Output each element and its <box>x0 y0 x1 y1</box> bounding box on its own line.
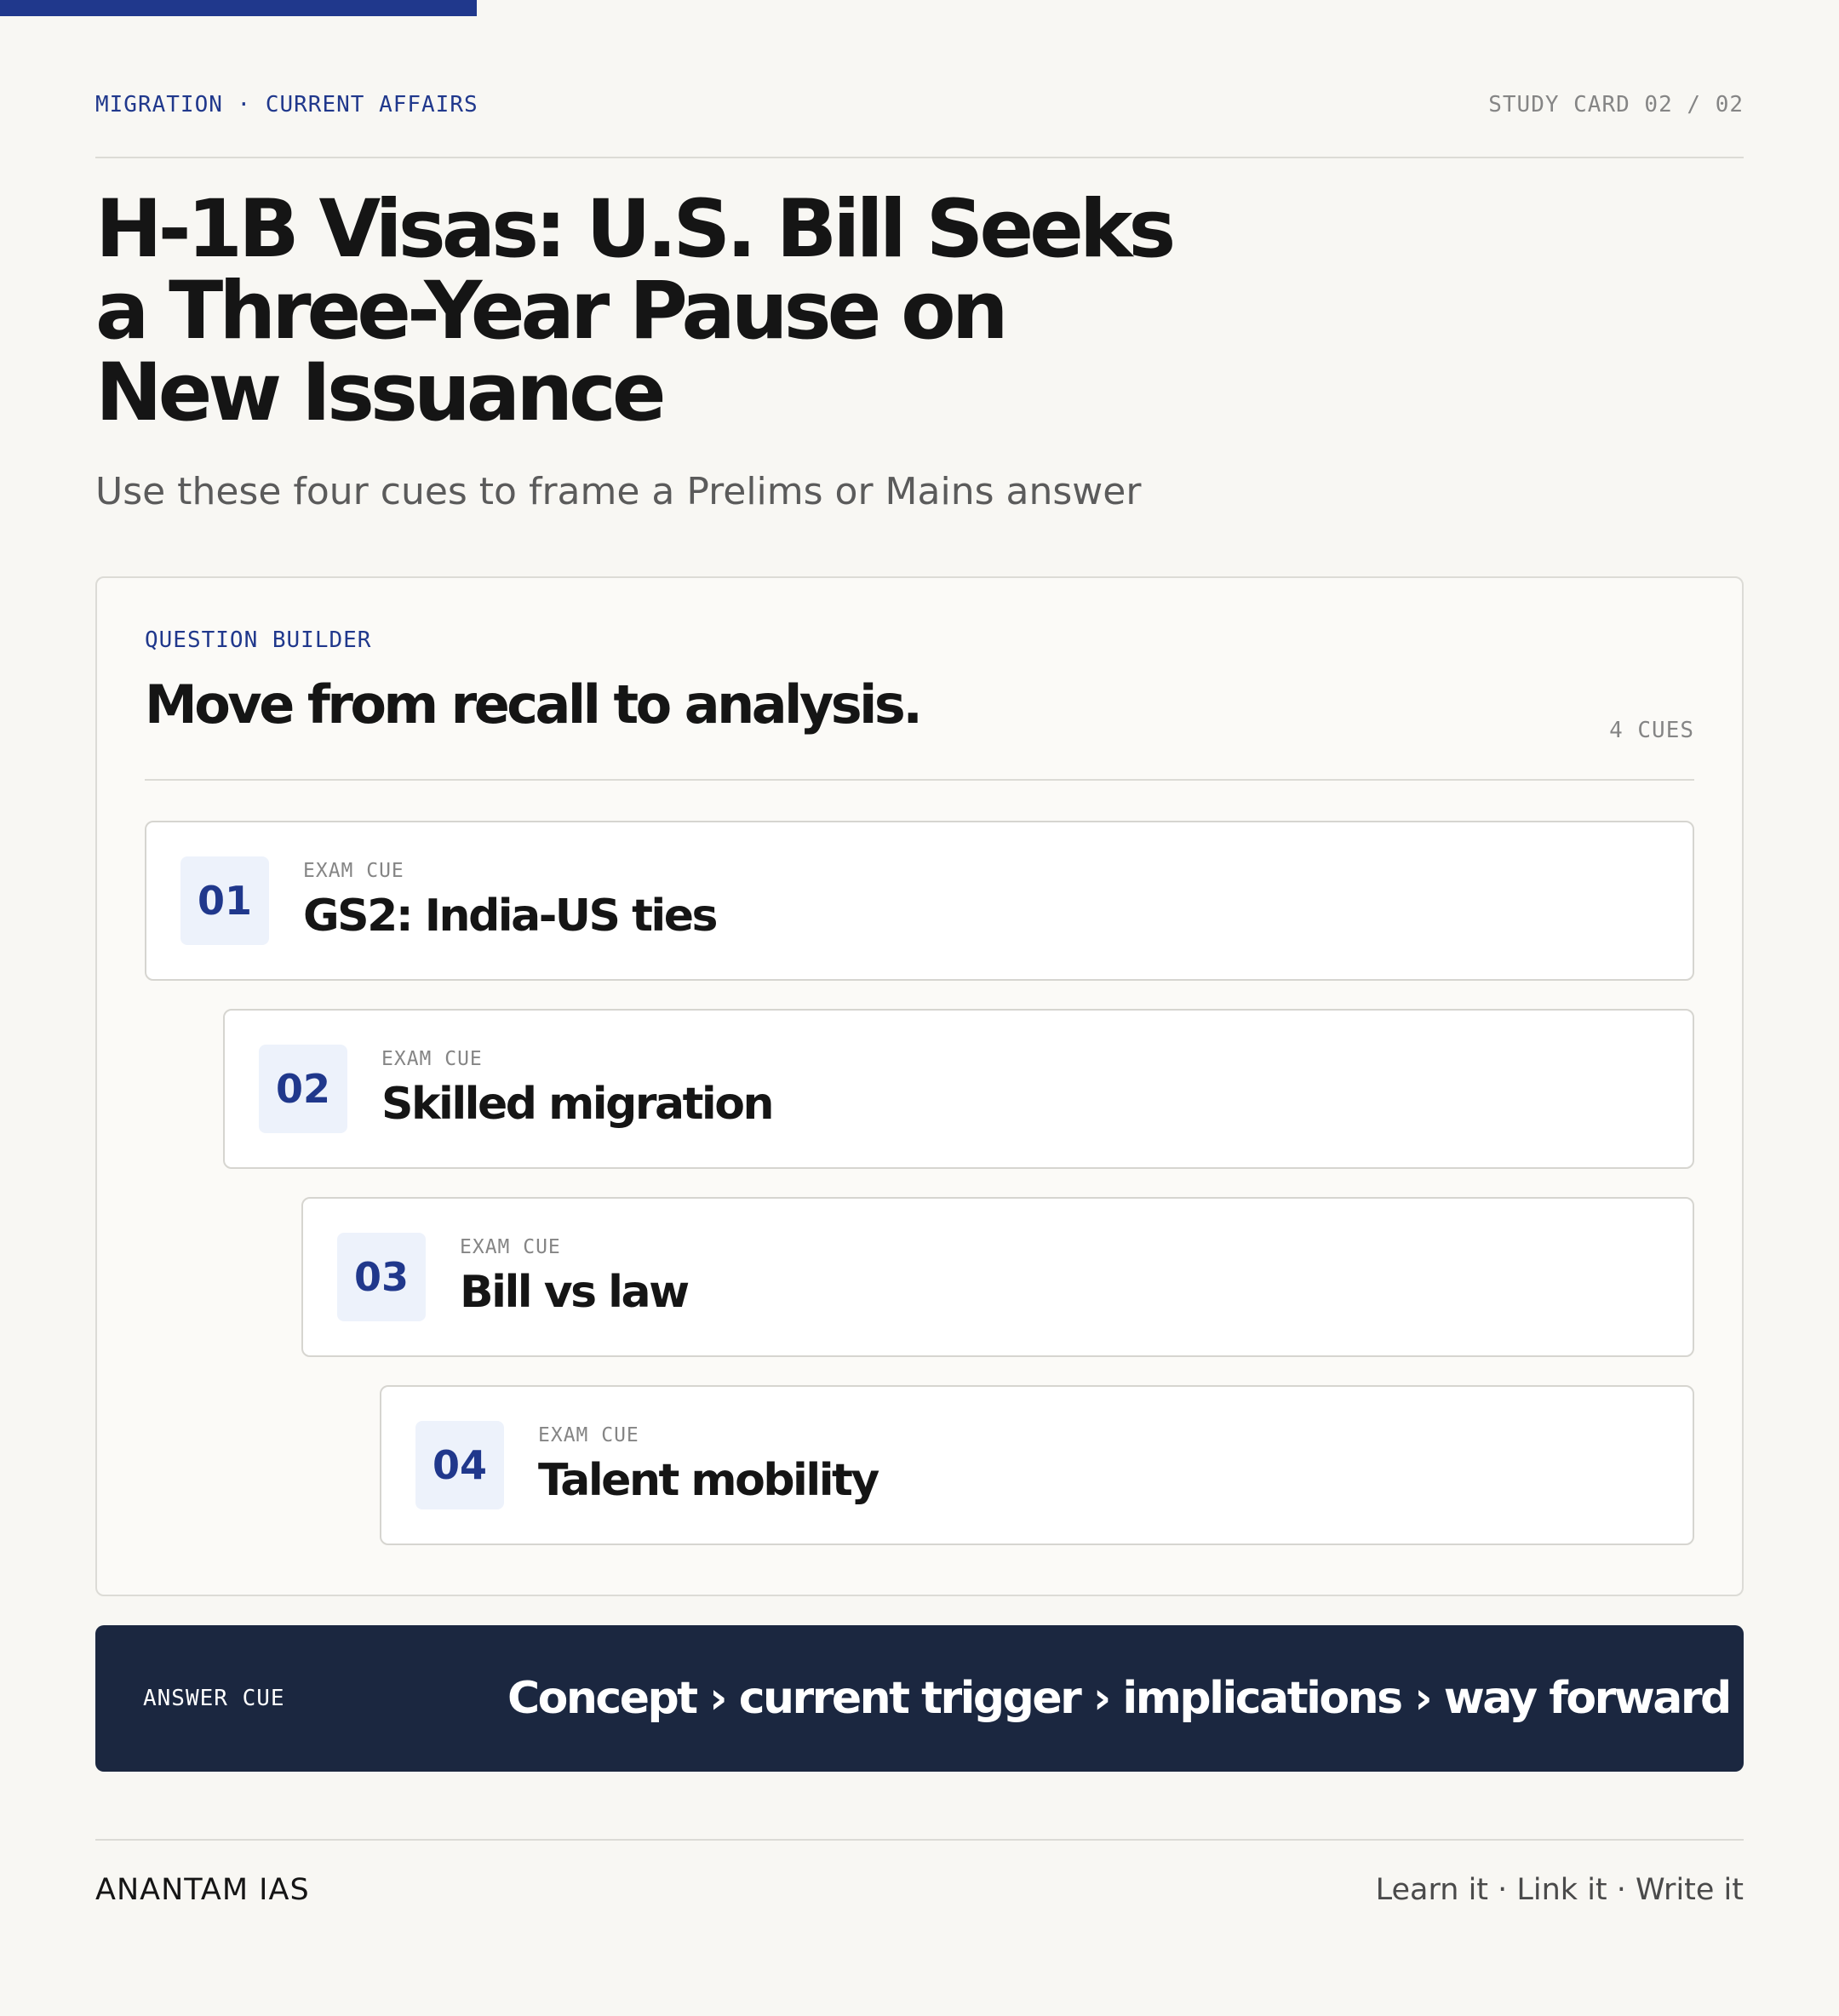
cue-number: 02 <box>259 1045 347 1133</box>
meta-row <box>95 92 1744 117</box>
cue-text: Talent mobility <box>538 1455 878 1506</box>
cue-number: 03 <box>337 1233 426 1321</box>
cue-label: EXAM CUE <box>460 1236 561 1258</box>
card-index: STUDY CARD 02 / 02 <box>1488 92 1744 117</box>
footer <box>95 1873 1744 1907</box>
divider <box>95 157 1744 158</box>
cue-text: GS2: India-US ties <box>303 891 716 942</box>
cue-card-01 <box>145 821 1694 981</box>
cue-text: Skilled migration <box>381 1079 772 1130</box>
brand-name: ANANTAM IAS <box>95 1873 310 1907</box>
cue-label: EXAM CUE <box>303 860 404 882</box>
cue-label: EXAM CUE <box>538 1424 639 1446</box>
category-label: MIGRATION · CURRENT AFFAIRS <box>95 92 478 117</box>
cue-label: EXAM CUE <box>381 1048 483 1070</box>
cue-card-04 <box>380 1385 1694 1545</box>
answer-label: ANSWER CUE <box>143 1686 285 1711</box>
answer-text: Concept › current trigger › implications › way forward <box>507 1673 1730 1724</box>
cue-number: 04 <box>415 1421 504 1509</box>
answer-cue-banner <box>95 1625 1744 1772</box>
cue-card-02 <box>223 1009 1694 1169</box>
tagline: Learn it · Link it · Write it <box>1375 1873 1744 1907</box>
question-builder-panel <box>95 576 1744 1596</box>
page-title: H-1B Visas: U.S. Bill Seeks a Three-Year Pause on New Issuance <box>95 183 1172 439</box>
cue-text: Bill vs law <box>460 1267 688 1318</box>
cue-card-03 <box>301 1197 1694 1357</box>
cue-count: 4 CUES <box>1609 718 1694 743</box>
divider <box>95 1839 1744 1841</box>
builder-heading: Move from recall to analysis. <box>145 673 920 736</box>
builder-kicker: QUESTION BUILDER <box>145 627 372 653</box>
page-subtitle: Use these four cues to frame a Prelims or Mains answer <box>95 470 1142 513</box>
cue-number: 01 <box>180 856 269 945</box>
divider <box>145 779 1694 781</box>
top-accent-bar <box>0 0 477 16</box>
